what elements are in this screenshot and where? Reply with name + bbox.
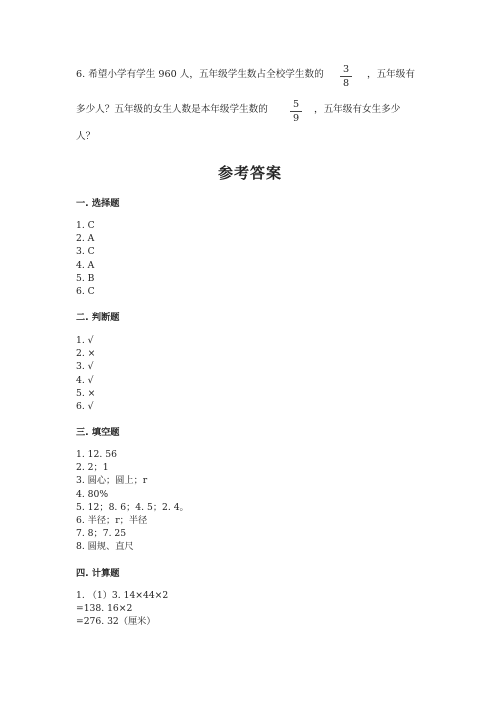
list-item: 5. B: [76, 272, 95, 284]
list-item: 6. 半径；r；半径: [76, 514, 148, 526]
fraction-numerator: 5: [292, 99, 300, 110]
section-heading-judge: 二. 判断题: [76, 312, 120, 323]
list-item: 1. √: [76, 335, 94, 346]
choice-answer-list: [76, 219, 95, 298]
list-item: 1. （1）3. 14×44×2: [76, 590, 169, 601]
list-item: =276. 32（厘米）: [76, 616, 156, 628]
list-item: 7. 8；7. 25: [76, 528, 127, 540]
list-item: 3. 圆心；圆上；r: [76, 475, 148, 487]
list-item: 4. 80%: [76, 488, 109, 500]
list-item: 3. √: [76, 361, 94, 373]
section-heading-calc: 四. 计算题: [76, 568, 120, 579]
question-6-text-1b: ，五年级有: [367, 69, 415, 80]
fraction-numerator: 3: [342, 64, 350, 75]
list-item: 4. √: [76, 374, 94, 386]
answer-title: 参考答案: [217, 164, 282, 182]
question-6-text-2b: ，五年级有女生多少: [314, 104, 401, 115]
list-item: 3. C: [76, 246, 95, 258]
judge-answer-list: [76, 334, 95, 413]
fraction-three-eighths: [339, 64, 353, 89]
question-6-text-1a: 6. 希望小学有学生 960 人，五年级学生数占全校学生数的: [76, 69, 324, 80]
list-item: 5. 12；8. 6；4. 5；2. 4。: [76, 501, 189, 513]
question-6-text-3: 人？: [76, 131, 96, 142]
list-item: 2. 2；1: [76, 462, 109, 474]
fill-answer-list: [76, 448, 189, 554]
fraction-five-ninths: [289, 99, 303, 124]
list-item: 2. ×: [76, 348, 96, 360]
list-item: 6. √: [76, 400, 94, 412]
section-heading-fill: 三. 填空题: [76, 427, 120, 438]
fraction-bar: [290, 111, 302, 112]
calc-answer-list: [76, 589, 168, 629]
question-6-text-2a: 多少人？五年级的女生人数是本年级学生数的: [76, 104, 268, 115]
list-item: 2. A: [76, 233, 95, 245]
list-item: 1. C: [76, 220, 95, 231]
fraction-bar: [340, 76, 352, 77]
section-heading-choice: 一. 选择题: [76, 198, 120, 209]
list-item: 1. 12. 56: [76, 449, 117, 460]
fraction-denominator: 9: [292, 113, 300, 124]
fraction-denominator: 8: [342, 78, 350, 89]
list-item: =138. 16×2: [76, 603, 133, 615]
list-item: 4. A: [76, 259, 95, 271]
list-item: 6. C: [76, 285, 95, 297]
list-item: 5. ×: [76, 387, 96, 399]
list-item: 8. 圆规、直尺: [76, 541, 134, 553]
